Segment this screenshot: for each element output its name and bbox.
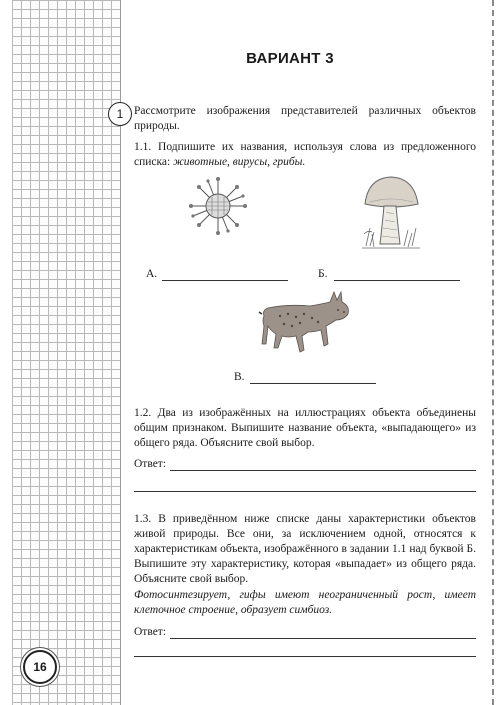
task-number-badge: 1 xyxy=(108,102,132,126)
answer-line-v[interactable] xyxy=(250,383,376,384)
question-1-1-list: животные, вирусы, грибы. xyxy=(173,156,306,168)
question-1-1 xyxy=(134,140,476,170)
mushroom-icon xyxy=(360,172,422,250)
page-left-margin xyxy=(0,0,12,705)
label-b: Б. xyxy=(318,268,328,280)
answer-label-1-3: Ответ: xyxy=(134,626,167,638)
page-title: ВАРИАНТ 3 xyxy=(246,50,334,67)
answer-line-1-3-a[interactable] xyxy=(170,638,476,639)
label-v: В. xyxy=(234,371,245,383)
characteristics-list: Фотосинтезирует, гифы имеют неограниченный рост, имеет клеточное строение, образует симбиоз. xyxy=(134,589,476,616)
answer-line-1-2-a[interactable] xyxy=(170,470,476,471)
question-1-3: 1.3. В приведённом ниже списке даны характеристики объектов живой природы. Все они, за исключением одной, относятся к характеристикам объекта, изображённого в задании 1.1 над буквой Б. Выпишите эту характеристику, которая «выпадает» из общего ряда. Объясните свой выбор. xyxy=(134,513,476,585)
grid-margin xyxy=(12,0,121,705)
label-a: А. xyxy=(146,268,158,280)
answer-line-b[interactable] xyxy=(334,280,460,281)
cut-line xyxy=(492,0,494,705)
question-1-1-text: 1.1. Подпишите их названия, используя слова из предложенного списка: xyxy=(134,141,476,168)
answer-line-a[interactable] xyxy=(162,280,288,281)
answer-label-1-2: Ответ: xyxy=(134,458,167,470)
lynx-icon xyxy=(258,286,354,358)
task-intro: Рассмотрите изображения представителей различных объектов природы. xyxy=(134,105,476,132)
answer-line-1-3-b[interactable] xyxy=(134,656,476,657)
page-number: 16 xyxy=(23,650,57,684)
virus-icon xyxy=(188,176,248,236)
question-1-2: 1.2. Два из изображённых на иллюстрациях объекта объединены общим признаком. Выпишите название объекта, «выпадающего» из общего ряда. Объясните свой выбор. xyxy=(134,407,476,449)
answer-line-1-2-b[interactable] xyxy=(134,491,476,492)
